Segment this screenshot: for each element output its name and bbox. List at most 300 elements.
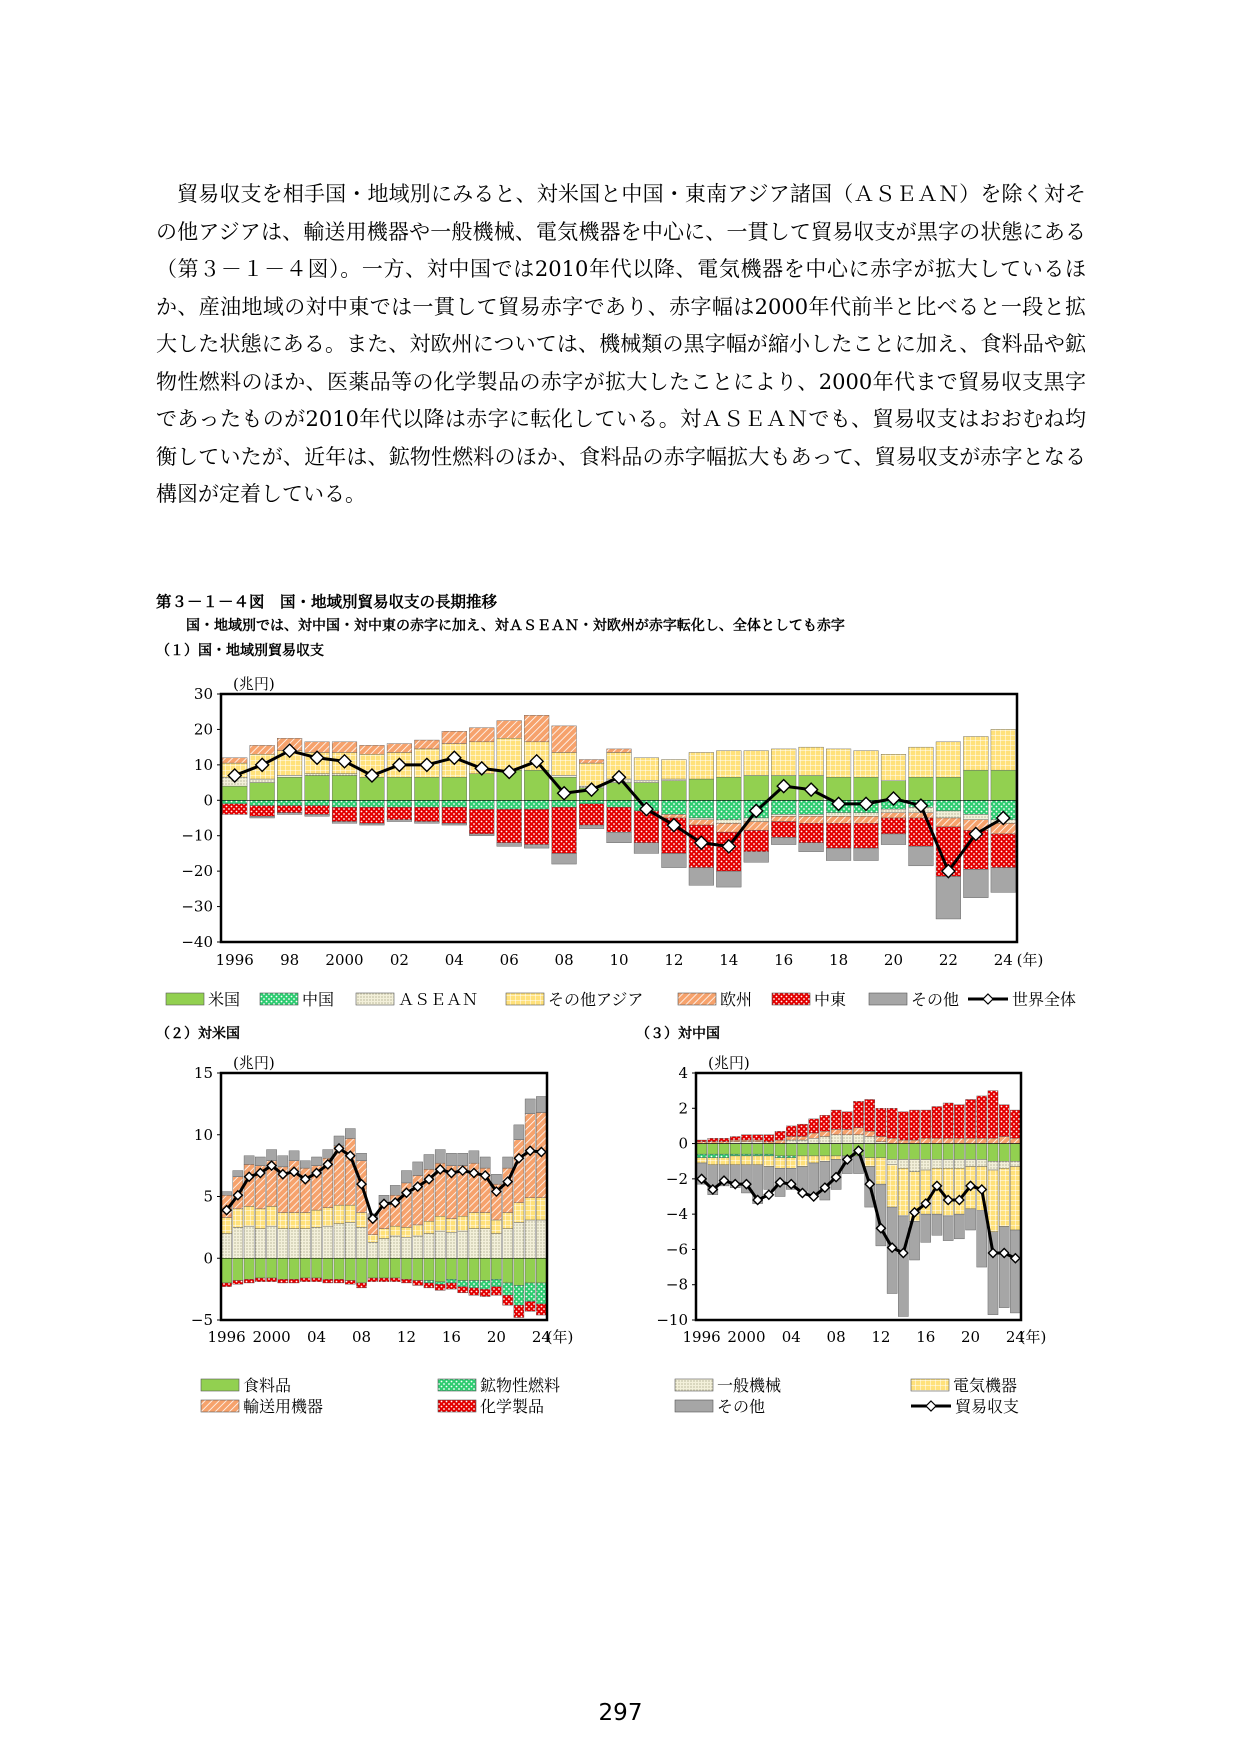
bar-segment (634, 843, 659, 854)
bar-segment (323, 1226, 333, 1258)
bar-segment (999, 1168, 1009, 1226)
bar-segment (345, 1258, 355, 1280)
bar-segment (446, 1153, 456, 1165)
bar-segment (536, 1304, 546, 1315)
bar-segment (809, 1156, 819, 1163)
legend-label: 世界全体 (1012, 990, 1077, 1009)
y-unit-label: (兆円) (233, 1054, 275, 1072)
x-tick-label: 2000 (727, 1328, 766, 1346)
section1-title: （１）国・地域別貿易収支 (156, 643, 324, 659)
x-tick-label: 16 (441, 1328, 461, 1346)
bar-segment (387, 820, 412, 822)
figure-title: 第３－１－４図 国・地域別貿易収支の長期推移 (156, 593, 498, 611)
bar-segment (764, 1144, 774, 1155)
legend-swatch (675, 1400, 713, 1412)
bar-segment (401, 1258, 411, 1279)
bar-segment (277, 775, 302, 777)
bar-segment (716, 777, 741, 800)
bar-segment (730, 1140, 740, 1142)
bar-segment (963, 800, 988, 814)
x-tick-label: 10 (609, 951, 629, 969)
bar-segment (988, 1138, 998, 1143)
bar-segment (708, 1138, 718, 1142)
bar-segment (334, 1279, 344, 1283)
bar-segment (480, 1289, 490, 1296)
bar-segment (909, 1159, 919, 1171)
bar-segment (345, 1129, 355, 1139)
bar-segment (524, 845, 549, 849)
legend-swatch (911, 1379, 949, 1391)
bar-segment (1010, 1167, 1020, 1231)
bar-segment (689, 779, 714, 800)
bar-segment (579, 804, 604, 825)
bar-segment (764, 1156, 774, 1167)
bar-segment (876, 1144, 886, 1158)
bar-segment (480, 1258, 490, 1280)
bar-segment (305, 806, 330, 815)
x-tick-label: 14 (719, 951, 739, 969)
bar-segment (771, 814, 796, 816)
bar-segment (786, 1137, 796, 1141)
bar-segment (503, 1258, 513, 1283)
y-unit-label: (兆円) (708, 1054, 750, 1072)
bar-segment (469, 1151, 479, 1163)
bar-segment (446, 1283, 456, 1289)
bar-segment (305, 774, 330, 776)
bar-segment (233, 1171, 243, 1177)
bar-segment (524, 800, 549, 809)
bar-segment (977, 1211, 987, 1267)
bar-segment (379, 1238, 389, 1258)
bar-segment (854, 813, 879, 817)
bar-segment (401, 1237, 411, 1258)
bar-segment (842, 1112, 852, 1130)
bar-segment (332, 742, 357, 753)
x-tick-label: 1996 (207, 1328, 246, 1346)
x-tick-label: 1996 (682, 1328, 721, 1346)
bar-segment (966, 1144, 976, 1160)
bar-segment (1010, 1230, 1020, 1313)
x-tick-label: 02 (389, 951, 409, 969)
bar-segment (360, 745, 385, 754)
bar-segment (753, 1135, 763, 1140)
bar-segment (730, 1154, 740, 1156)
bar-segment (222, 758, 247, 763)
bar-segment (799, 747, 824, 775)
bar-segment (415, 800, 440, 807)
bar-segment (250, 806, 275, 817)
bar-segment (255, 1278, 265, 1282)
y-tick-label: 20 (193, 720, 213, 739)
bar-segment (744, 830, 769, 851)
bar-segment (797, 1144, 807, 1156)
bar-segment (826, 823, 851, 848)
bar-segment (943, 1159, 953, 1168)
bar-segment (943, 1216, 953, 1241)
bar-segment (741, 1156, 751, 1165)
bar-segment (491, 1234, 501, 1259)
bar-segment (424, 1280, 434, 1282)
bar-segment (966, 1099, 976, 1138)
bar-segment (898, 1159, 908, 1168)
bar-segment (741, 1144, 751, 1155)
bar-segment (222, 786, 247, 800)
bar-segment (954, 1138, 964, 1143)
bar-segment (514, 1305, 524, 1317)
bar-segment (771, 837, 796, 844)
bar-segment (536, 1283, 546, 1304)
bar-segment (503, 1157, 513, 1168)
bar-segment (697, 1154, 707, 1158)
bar-segment (387, 807, 412, 819)
bar-segment (753, 1154, 763, 1156)
bar-segment (999, 1137, 1009, 1144)
bar-segment (514, 1203, 524, 1223)
bar-segment (909, 777, 934, 800)
paragraph-text: 貿易収支を相手国・地域別にみると、対米国と中国・東南アジア諸国（ＡＳＥＡＮ）を除く対その他アジアは、輸送用機器や一般機械、電気機器を中心に、一貫して貿易収支が黒字の状態にある（第３－１－４図）。一方、対中国では2010年代以降、電気機器を中心に赤字が拡大しているほか、産油地域の対中東では一貫して貿易赤字であり、赤字幅は2000年代前半と比べると一段と拡大した状態にある。また、対欧州については、機械類の黒字幅が縮小したことに加え、食料品や鉱物性燃料のほか、医薬品等の化学製品の赤字が拡大したことにより、2000年代まで貿易収支黒字であったものが2010年代以降は赤字に転化している。対ＡＳＥＡＮでも、貿易収支はおおむね均衡していたが、近年は、鉱物性燃料のほか、食料品の赤字幅拡大もあって、貿易収支が赤字となる構図が定着している。 (156, 182, 1086, 506)
x-tick-label: 98 (280, 951, 300, 969)
legend-label: 米国 (208, 990, 241, 1009)
bar-segment (401, 1279, 411, 1283)
bar-segment (458, 1280, 468, 1286)
bar-segment (524, 770, 549, 800)
bar-segment (446, 1219, 456, 1233)
bar-segment (963, 770, 988, 800)
bar-segment (469, 809, 494, 834)
y-tick-label: 10 (193, 1125, 213, 1144)
bar-segment (977, 1096, 987, 1138)
legend-swatch (166, 993, 204, 1005)
bar-segment (469, 728, 494, 742)
bar-segment (311, 1278, 321, 1282)
x-tick-label: 08 (826, 1328, 846, 1346)
y-tick-label: −10 (656, 1311, 688, 1329)
x-tick-label: 06 (499, 951, 519, 969)
bar-segment (909, 1144, 919, 1160)
bar-segment (865, 1099, 875, 1131)
bar-segment (887, 1108, 897, 1138)
bar-segment (446, 1232, 456, 1258)
bar-segment (480, 1229, 490, 1259)
bar-segment (368, 1242, 378, 1258)
bar-segment (524, 809, 549, 844)
bar-segment (442, 777, 467, 800)
bar-segment (741, 1140, 751, 1142)
bar-segment (716, 820, 741, 824)
x-tick-label: 08 (351, 1328, 372, 1346)
bar-segment (797, 1124, 807, 1136)
x-tick-label: 12 (664, 951, 684, 969)
bar-segment (579, 825, 604, 829)
bar-segment (988, 1144, 998, 1162)
bar-segment (514, 1222, 524, 1258)
bar-segment (826, 848, 851, 860)
bar-segment (820, 1131, 830, 1136)
bar-segment (865, 1137, 875, 1144)
legend-label: ＡＳＥＡＮ (398, 990, 479, 1009)
bar-segment (222, 1234, 232, 1259)
x-tick-label: 12 (396, 1328, 417, 1346)
bar-segment (415, 807, 440, 821)
bar-segment (854, 823, 879, 848)
legend-swatch (869, 993, 907, 1005)
bar-segment (332, 775, 357, 800)
bar-segment (999, 1161, 1009, 1168)
bar-segment (607, 749, 632, 753)
x-tick-label: 24 (1005, 1328, 1025, 1346)
bar-segment (244, 1258, 254, 1279)
bar-segment (368, 1258, 378, 1278)
bar-segment (876, 1158, 886, 1184)
bar-segment (289, 1229, 299, 1259)
x-tick-label: 08 (554, 951, 574, 969)
bar-segment (233, 1227, 243, 1258)
bar-segment (909, 846, 934, 865)
bar-segment (826, 816, 851, 823)
bar-segment (708, 1154, 718, 1158)
bar-segment (799, 816, 824, 823)
bar-segment (525, 1258, 535, 1283)
y-tick-label: −4 (665, 1205, 688, 1224)
bar-segment (435, 1216, 445, 1231)
bar-segment (854, 848, 879, 860)
bar-segment (936, 800, 961, 811)
bar-segment (662, 760, 687, 779)
bar-segment (415, 777, 440, 800)
bar-segment (289, 1213, 299, 1229)
bar-segment (401, 1227, 411, 1237)
bar-segment (289, 1151, 299, 1161)
bar-segment (764, 1167, 774, 1190)
bar-segment (826, 813, 851, 817)
x-tick-label: 1996 (215, 951, 254, 969)
bar-segment (514, 1285, 524, 1305)
y-tick-label: 0 (678, 1134, 688, 1153)
bar-segment (764, 1154, 774, 1156)
bar-segment (278, 1258, 288, 1279)
bar-segment (491, 1287, 501, 1296)
bar-segment (458, 1216, 468, 1231)
bar-segment (708, 1158, 718, 1165)
bar-segment (741, 1135, 751, 1140)
bar-segment (909, 1110, 919, 1140)
bar-segment (458, 1231, 468, 1258)
bar-segment (480, 1157, 490, 1168)
bar-segment (552, 726, 577, 753)
bar-segment (771, 816, 796, 821)
bar-segment (305, 775, 330, 800)
bar-segment (435, 1150, 445, 1164)
y-tick-label: 30 (193, 685, 213, 703)
bar-segment (458, 1258, 468, 1280)
bar-segment (820, 1156, 830, 1161)
bar-segment (379, 1258, 389, 1278)
bar-segment (764, 1135, 774, 1142)
bar-segment (865, 1158, 875, 1167)
bar-segment (413, 1258, 423, 1280)
bar-segment (435, 1282, 445, 1284)
bar-segment (697, 1140, 707, 1142)
bar-segment (921, 1110, 931, 1138)
legend-swatch (678, 993, 716, 1005)
bar-segment (579, 800, 604, 804)
bar-segment (831, 1144, 841, 1156)
legend-swatch (438, 1400, 476, 1412)
bar-segment (525, 1099, 535, 1114)
bar-segment (662, 781, 687, 800)
bar-segment (323, 1279, 333, 1283)
y-tick-label: 2 (678, 1099, 688, 1118)
bar-segment (552, 775, 577, 777)
legend-swatch (772, 993, 810, 1005)
bar-segment (932, 1138, 942, 1143)
bar-segment (730, 1144, 740, 1155)
bar-segment (300, 1229, 310, 1259)
bar-segment (424, 1283, 434, 1288)
bar-segment (921, 1138, 931, 1143)
bar-segment (552, 800, 577, 807)
bar-segment (999, 1144, 1009, 1162)
bar-segment (977, 1159, 987, 1166)
bar-segment (244, 1279, 254, 1283)
bar-segment (332, 800, 357, 807)
bar-segment (936, 876, 961, 919)
bar-segment (943, 1168, 953, 1216)
bar-segment (831, 1129, 841, 1134)
bar-segment (332, 774, 357, 776)
bar-segment (775, 1156, 785, 1158)
bar-segment (943, 1138, 953, 1143)
bar-segment (267, 1258, 277, 1278)
bar-segment (963, 814, 988, 819)
bar-segment (368, 1235, 378, 1242)
bar-segment (697, 1144, 707, 1155)
bar-segment (250, 800, 275, 805)
bar-segment (480, 1213, 490, 1229)
legend-label: 輸送用機器 (243, 1397, 324, 1416)
legend23-group (201, 1376, 1019, 1416)
bar-segment (797, 1140, 807, 1144)
bar-segment (887, 1138, 897, 1143)
bar-segment (497, 721, 522, 739)
bar-segment (771, 800, 796, 814)
bar-segment (831, 1110, 841, 1129)
bar-segment (469, 800, 494, 809)
bar-segment (999, 1105, 1009, 1137)
bar-segment (1010, 1161, 1020, 1166)
bar-segment (222, 1283, 232, 1287)
bar-segment (932, 1144, 942, 1160)
y-tick-label: 0 (203, 1249, 213, 1268)
y-tick-label: −10 (181, 826, 213, 845)
bar-segment (311, 1157, 321, 1166)
bar-segment (607, 807, 632, 832)
bar-segment (356, 1213, 366, 1228)
bar-segment (799, 843, 824, 852)
bar-segment (491, 1220, 501, 1234)
bar-segment (491, 1174, 501, 1184)
bar-segment (820, 1137, 830, 1144)
bar-segment (514, 1140, 524, 1203)
bar-segment (708, 1144, 718, 1155)
bar-segment (469, 834, 494, 836)
bar-segment (334, 1258, 344, 1279)
figure-subtitle: 国・地域別では、対中国・対中東の赤字に加え、対ＡＳＥＡＮ・対欧州が赤字転化し、全体としても赤字 (186, 618, 845, 634)
bar-segment (921, 1144, 931, 1160)
bar-segment (1010, 1110, 1020, 1138)
legend-label: その他アジア (548, 990, 644, 1009)
bar-segment (881, 834, 906, 845)
bar-segment (689, 752, 714, 779)
legend-label: 鉱物性燃料 (480, 1376, 561, 1395)
bar-segment (300, 1161, 310, 1168)
x-unit-label: (年) (1016, 951, 1044, 969)
bar-segment (853, 1135, 863, 1144)
bar-segment (413, 1280, 423, 1285)
bar-segment (865, 1144, 875, 1158)
page-number: 297 (598, 1700, 643, 1726)
bar-segment (809, 1133, 819, 1138)
bar-segment (966, 1138, 976, 1143)
legend-swatch (438, 1379, 476, 1391)
bar-segment (898, 1168, 908, 1216)
bar-segment (289, 1279, 299, 1283)
bar-segment (689, 800, 714, 818)
x-unit-label: (年) (1019, 1328, 1047, 1346)
bar-segment (909, 1140, 919, 1144)
bar-segment (820, 1161, 830, 1200)
x-tick-label: 20 (486, 1328, 506, 1346)
legend-marker (926, 1401, 936, 1411)
legend-label: その他 (911, 990, 960, 1009)
bar-segment (842, 1135, 852, 1144)
bar-segment (435, 1231, 445, 1258)
bar-segment (277, 777, 302, 800)
bar-segment (345, 1138, 355, 1205)
bar-segment (1010, 1138, 1020, 1143)
bar-segment (387, 777, 412, 800)
x-tick-label: 2000 (325, 951, 364, 969)
bar-segment (277, 800, 302, 805)
bar-segment (503, 1213, 513, 1229)
x-tick-label: 04 (307, 1328, 327, 1346)
bar-segment (966, 1209, 976, 1230)
bar-segment (716, 871, 741, 887)
bar-segment (503, 1295, 513, 1305)
bar-segment (356, 1283, 366, 1288)
bar-segment (305, 800, 330, 805)
bar-segment (662, 800, 687, 814)
bar-segment (222, 1217, 232, 1233)
bar-segment (753, 1144, 763, 1155)
bar-segment (536, 1198, 546, 1220)
bar-segment (775, 1131, 785, 1140)
bar-segment (719, 1158, 729, 1165)
bar-segment (356, 1153, 366, 1160)
section3-title: （３）対中国 (636, 1026, 720, 1042)
y-tick-label: 4 (678, 1064, 688, 1082)
x-tick-label: 24 (993, 951, 1013, 969)
bar-segment (233, 1258, 243, 1280)
bar-segment (222, 1258, 232, 1283)
bar-segment (909, 813, 934, 818)
bar-segment (413, 1225, 423, 1236)
bar-segment (797, 1137, 807, 1141)
chart1-group (181, 675, 1043, 969)
bar-segment (991, 770, 1016, 800)
bar-segment (536, 1096, 546, 1112)
bar-segment (360, 807, 385, 823)
